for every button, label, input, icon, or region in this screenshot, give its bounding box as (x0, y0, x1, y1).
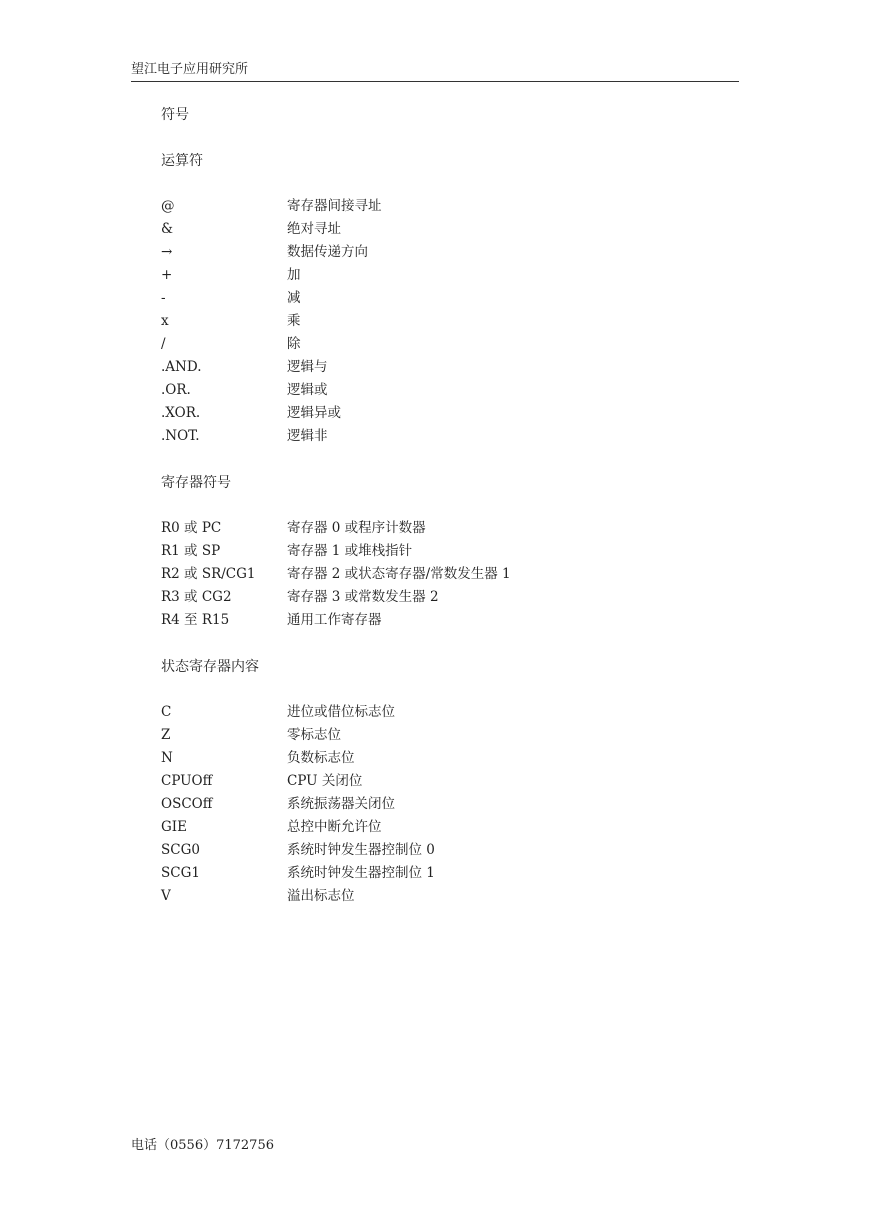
symbol-description: 寄存器间接寻址 (287, 198, 382, 214)
symbol-row (161, 425, 721, 448)
symbol-term: → (161, 244, 173, 260)
symbol-description: 逻辑异或 (287, 405, 341, 421)
symbol-row (161, 540, 721, 563)
symbol-description: 逻辑或 (287, 382, 328, 398)
symbol-row (161, 310, 721, 333)
page-footer (131, 1138, 274, 1154)
symbol-row (161, 586, 721, 609)
symbol-term: SCG1 (161, 865, 200, 881)
symbol-term: C (161, 704, 172, 720)
symbol-row (161, 609, 721, 632)
symbol-description: 总控中断允许位 (287, 819, 382, 835)
operators-list (161, 195, 721, 448)
symbol-row (161, 517, 721, 540)
symbol-term: .XOR. (161, 405, 201, 421)
symbol-description: 数据传递方向 (287, 244, 368, 260)
page-header (131, 62, 739, 82)
symbol-row (161, 264, 721, 287)
symbol-description: 系统时钟发生器控制位 1 (287, 865, 435, 881)
symbol-term: R3 或 CG2 (161, 589, 232, 605)
symbol-description: 进位或借位标志位 (287, 704, 395, 720)
symbol-description: 通用工作寄存器 (287, 612, 382, 628)
symbol-row (161, 862, 721, 885)
symbol-row (161, 701, 721, 724)
symbol-row (161, 218, 721, 241)
symbol-row (161, 195, 721, 218)
symbol-term: - (161, 290, 166, 306)
document-body (161, 104, 721, 908)
symbol-row (161, 287, 721, 310)
symbol-description: CPU 关闭位 (287, 773, 363, 789)
symbol-description: 逻辑与 (287, 359, 328, 375)
symbol-row (161, 816, 721, 839)
symbol-row (161, 770, 721, 793)
symbol-row (161, 402, 721, 425)
section-title-registers: 寄存器符号 (161, 475, 231, 491)
section-title-operators: 运算符 (161, 153, 203, 169)
page-title: 符号 (161, 107, 189, 123)
symbol-row (161, 724, 721, 747)
symbol-row (161, 563, 721, 586)
symbol-term: x (161, 313, 169, 329)
footer-phone: 电话（0556）7172756 (131, 1138, 274, 1153)
symbol-term: R0 或 PC (161, 520, 222, 536)
symbol-term: @ (161, 198, 175, 214)
symbol-description: 寄存器 3 或常数发生器 2 (287, 589, 439, 605)
symbol-term: CPUOff (161, 773, 213, 789)
symbol-description: 减 (287, 290, 301, 306)
status-list (161, 701, 721, 908)
symbol-term: N (161, 750, 173, 766)
symbol-description: 系统时钟发生器控制位 0 (287, 842, 435, 858)
section-title-status: 状态寄存器内容 (161, 659, 259, 675)
symbol-description: 逻辑非 (287, 428, 328, 444)
symbol-description: 溢出标志位 (287, 888, 355, 904)
symbol-description: 系统振荡器关闭位 (287, 796, 395, 812)
symbol-term: R1 或 SP (161, 543, 221, 559)
header-org-name: 望江电子应用研究所 (131, 62, 249, 77)
symbol-term: Z (161, 727, 171, 743)
symbol-term: SCG0 (161, 842, 200, 858)
symbol-description: 寄存器 2 或状态寄存器/常数发生器 1 (287, 566, 511, 582)
symbol-description: 乘 (287, 313, 301, 329)
symbol-row (161, 885, 721, 908)
symbol-row (161, 793, 721, 816)
symbol-term: .OR. (161, 382, 191, 398)
symbol-term: / (161, 336, 166, 352)
symbol-row (161, 241, 721, 264)
symbol-description: 绝对寻址 (287, 221, 341, 237)
symbol-row (161, 356, 721, 379)
symbol-term: R4 至 R15 (161, 612, 230, 628)
symbol-description: 零标志位 (287, 727, 341, 743)
symbol-description: 寄存器 0 或程序计数器 (287, 520, 426, 536)
symbol-term: V (161, 888, 171, 904)
symbol-description: 寄存器 1 或堆栈指针 (287, 543, 413, 559)
symbol-term: & (161, 221, 174, 237)
symbol-row (161, 333, 721, 356)
symbol-term: GIE (161, 819, 187, 835)
symbol-term: .NOT. (161, 428, 200, 444)
symbol-row (161, 839, 721, 862)
symbol-description: 加 (287, 267, 301, 283)
symbol-row (161, 379, 721, 402)
symbol-term: .AND. (161, 359, 202, 375)
symbol-row (161, 747, 721, 770)
symbol-term: R2 或 SR/CG1 (161, 566, 256, 582)
symbol-term: OSCOff (161, 796, 213, 812)
symbol-term: + (161, 267, 173, 283)
symbol-description: 负数标志位 (287, 750, 355, 766)
symbol-description: 除 (287, 336, 301, 352)
registers-list (161, 517, 721, 632)
